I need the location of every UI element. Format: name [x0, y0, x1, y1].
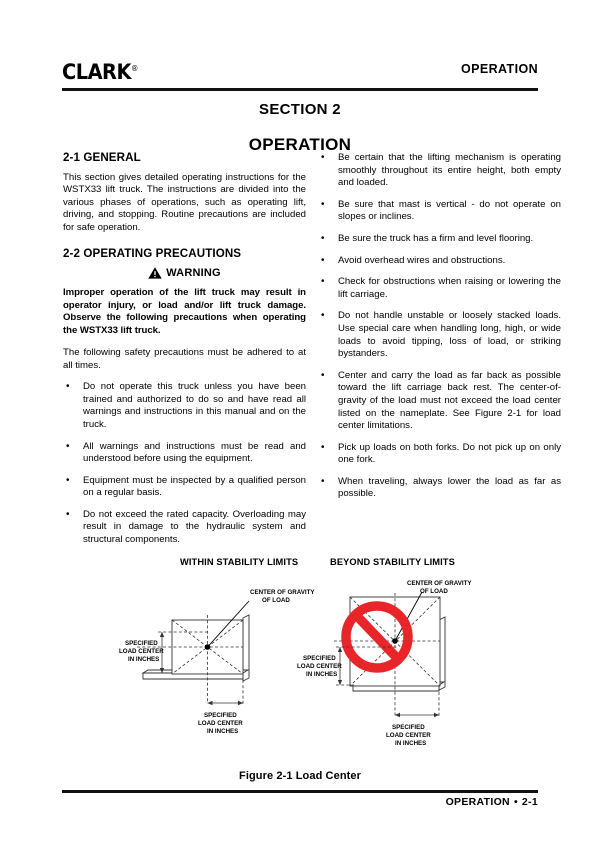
bullet-icon: • — [66, 508, 70, 520]
list-item-text: Center and carry the load as far back as possible toward the lift carriage back rest. The center-of-gravity of the load must not exceed the load center listed on the nameplate. See Figure 2-1 for load center limitations. — [338, 369, 561, 432]
specified-h-line2: LOAD CENTER — [198, 720, 243, 727]
list-item-text: Do not handle unstable or loosely stacked loads. Use special care when handling long, high, or wide loads to avoid tipping, loss of load, or striking bystanders. — [338, 310, 561, 360]
specified-h-line3: IN INCHES — [395, 740, 427, 747]
bullet-icon: • — [321, 232, 325, 244]
logo-wordmark: CLARK — [62, 60, 131, 84]
list-item-text: When traveling, always lower the load as far as possible. — [338, 475, 561, 500]
diagram-within-limits — [119, 589, 315, 735]
bullet-icon: • — [321, 254, 325, 266]
figure-label-within-limits: WITHIN STABILITY LIMITS — [180, 557, 299, 567]
list-item-text: Check for obstructions when raising or lowering the lift carriage. — [338, 276, 561, 300]
list-item-text: Do not operate this truck unless you have been trained and authorized to do so and have read all warnings and instructions in this manual and on the truck. — [83, 381, 306, 430]
list-item — [63, 475, 306, 500]
list-item — [318, 276, 561, 301]
cog-label-line1: CENTER OF GRAVITY — [407, 580, 472, 587]
list-item-text: Be certain that the lifting mechanism is operating smoothly throughout its entire height, both empty and loaded. — [338, 152, 561, 189]
footer-section-label: OPERATION — [445, 796, 510, 808]
list-item-text: Avoid overhead wires and obstructions. — [338, 254, 506, 266]
cog-label-line2: OF LOAD — [420, 588, 448, 595]
footer-page-number: 2-1 — [521, 796, 538, 808]
header-divider — [62, 88, 538, 91]
specified-v-line1: SPECIFIED — [303, 655, 336, 662]
list-item-text: Pick up loads on both forks. Do not pick up on only one fork. — [338, 441, 561, 466]
list-item — [63, 381, 306, 431]
header-title: OPERATION — [461, 62, 538, 76]
precautions-intro: The following safety precautions must be adhered to at all times. — [63, 346, 306, 371]
left-column — [63, 152, 306, 547]
list-item — [63, 441, 306, 466]
bullet-icon: • — [321, 475, 325, 487]
list-item — [318, 152, 561, 190]
list-item-text: Equipment must be inspected by a qualified person on a regular basis. — [83, 474, 306, 499]
specified-v-line2: LOAD CENTER — [297, 663, 342, 670]
list-item-text: Be sure that mast is vertical - do not operate on slopes or inclines. — [338, 198, 561, 223]
cog-label-line1: CENTER OF GRAVITY — [250, 589, 315, 596]
specified-v-line3: IN INCHES — [128, 656, 160, 663]
list-item-text: Be sure the truck has a firm and level flooring. — [338, 232, 534, 244]
heading-2-2-operating-precautions: 2-2 OPERATING PRECAUTIONS — [63, 246, 242, 260]
list-item — [318, 442, 561, 467]
specified-h-line1: SPECIFIED — [392, 724, 425, 731]
list-item — [318, 255, 561, 268]
specified-h-line1: SPECIFIED — [204, 712, 237, 719]
page-footer — [446, 796, 538, 808]
footer-separator: • — [513, 796, 518, 808]
list-item — [63, 509, 306, 547]
warning-text: Improper operation of the lift truck may result in operator injury, or load and/or lift truck damage. Observe the following precautions when operating the WSTX33 lift truck. — [63, 286, 306, 337]
bullet-icon: • — [321, 198, 325, 210]
clark-logo — [62, 58, 138, 83]
list-item — [318, 476, 561, 501]
right-column — [318, 152, 561, 501]
bullet-icon: • — [321, 441, 325, 453]
footer-divider — [62, 790, 538, 793]
diagram-beyond-limits — [297, 580, 472, 747]
specified-v-line1: SPECIFIED — [125, 640, 158, 647]
list-item — [318, 233, 561, 246]
page-title: OPERATION — [248, 135, 352, 154]
bullet-icon: • — [66, 440, 70, 452]
list-item — [318, 199, 561, 224]
heading-2-1-general: 2-1 GENERAL — [63, 151, 141, 164]
specified-h-line3: IN INCHES — [207, 728, 239, 735]
warning-label: WARNING — [166, 267, 221, 280]
general-paragraph: This section gives detailed operating instructions for the WSTX33 lift truck. The instructions are divided into the various phases of operations, such as operating lift, driving, and stopping. Routine precautions are included for safe operation. — [63, 171, 306, 233]
list-item-text: Do not exceed the rated capacity. Overloading may result in damage to the hydraulic system and structural components. — [83, 508, 306, 546]
figure-caption: Figure 2-1 Load Center — [239, 770, 361, 782]
specified-v-line3: IN INCHES — [306, 671, 338, 678]
figure-label-beyond-limits: BEYOND STABILITY LIMITS — [330, 557, 455, 567]
bullet-icon: • — [321, 152, 325, 163]
cog-label-line2: OF LOAD — [262, 597, 290, 604]
figure-2-1 — [62, 575, 538, 760]
right-bullet-list — [318, 152, 561, 501]
logo-trademark: ® — [131, 64, 138, 73]
list-item — [318, 310, 561, 360]
warning-banner — [63, 267, 306, 280]
page-header — [62, 58, 538, 88]
bullet-icon: • — [321, 369, 325, 381]
bullet-icon: • — [321, 310, 325, 322]
specified-h-line2: LOAD CENTER — [386, 732, 431, 739]
bullet-icon: • — [66, 474, 70, 486]
specified-v-line2: LOAD CENTER — [119, 648, 164, 655]
left-bullet-list — [63, 381, 306, 547]
warning-triangle-icon — [148, 267, 162, 279]
list-item-text: All warnings and instructions must be read and understood before using the equipment. — [83, 440, 306, 465]
bullet-icon: • — [66, 381, 70, 393]
bullet-icon: • — [321, 276, 325, 288]
section-title: SECTION 2 — [259, 101, 341, 118]
list-item — [318, 370, 561, 433]
load-center-diagram — [62, 575, 538, 760]
